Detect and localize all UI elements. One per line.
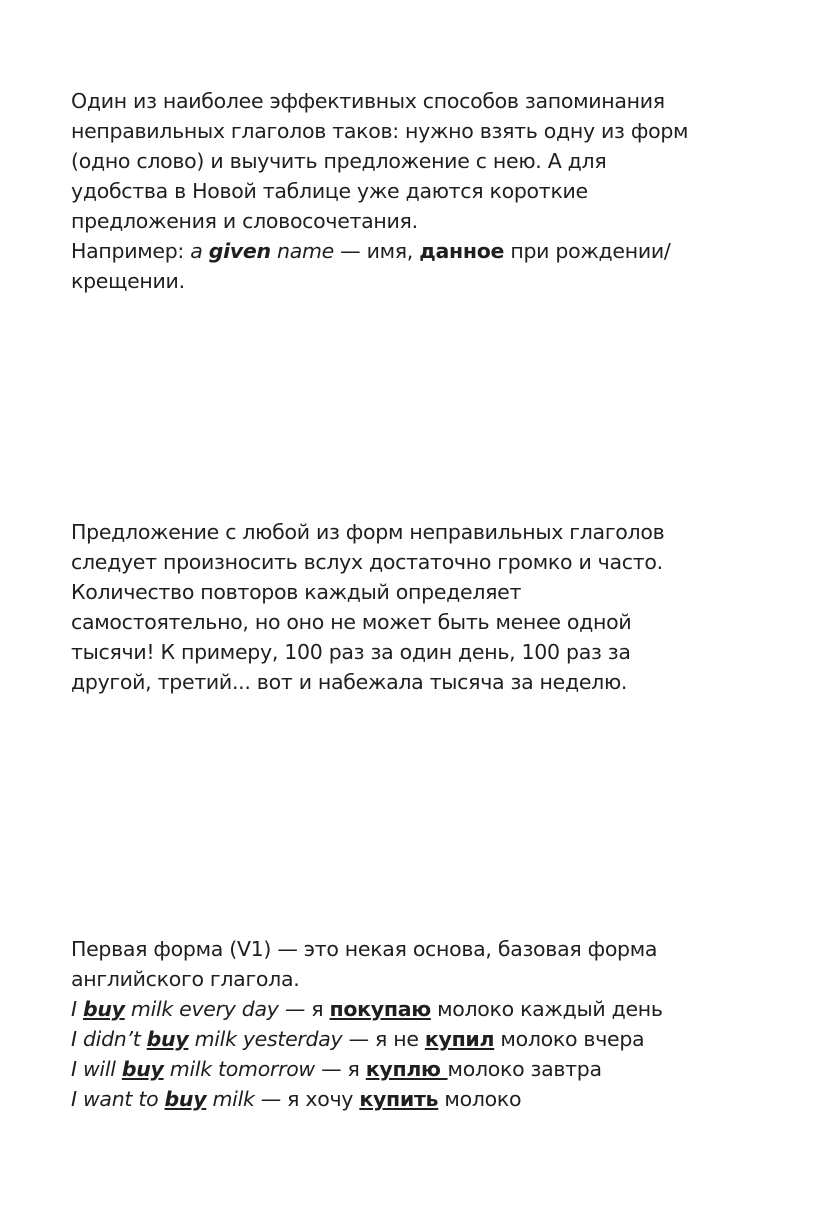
translation-dash: — я [278, 997, 330, 1021]
text-line: Первая форма (V1) — это некая основа, базовая форма [71, 937, 658, 961]
russian-phrase-end: молоко [438, 1087, 522, 1111]
translation-dash: — я хочу [254, 1087, 360, 1111]
english-verb-highlight: buy [121, 1057, 164, 1081]
english-phrase-end: milk [206, 1087, 255, 1111]
translation-dash: — я не [342, 1027, 425, 1051]
example-rest: при рождении/ [504, 239, 671, 263]
english-phrase-start: I [71, 997, 83, 1021]
text-line: предложения и словосочетания. [71, 209, 418, 233]
english-verb-highlight: buy [146, 1027, 189, 1051]
text-line: следует произносить вслух достаточно громко и часто. [71, 550, 663, 574]
russian-phrase-end: молоко вчера [494, 1027, 645, 1051]
example-highlight-given: given [208, 239, 271, 263]
english-phrase-start: I didn’t [71, 1027, 147, 1051]
example-sentence [71, 1084, 771, 1114]
text-line: неправильных глаголов таков: нужно взять одну из форм [71, 119, 689, 143]
russian-verb-highlight: купить [359, 1087, 439, 1111]
russian-verb-highlight: купил [424, 1027, 495, 1051]
example-sentence [71, 1024, 771, 1054]
example-noun: name [270, 239, 334, 263]
text-line: крещении. [71, 269, 185, 293]
text-line: Количество повторов каждый определяет [71, 580, 522, 604]
russian-verb-highlight: куплю [365, 1057, 448, 1081]
example-prefix: Например: [71, 239, 191, 263]
example-dash: — имя, [333, 239, 420, 263]
english-phrase-start: I want to [71, 1087, 165, 1111]
text-line: удобства в Новой таблице уже даются короткие [71, 179, 588, 203]
text-line: тысячи! К примеру, 100 раз за один день, 100 раз за [71, 640, 631, 664]
example-line [71, 236, 771, 266]
english-phrase-end: milk tomorrow [163, 1057, 315, 1081]
example-highlight-dannoe: данное [419, 239, 505, 263]
paragraph-first-form-examples [71, 934, 771, 1114]
translation-dash: — я [314, 1057, 366, 1081]
text-line: другой, третий... вот и набежала тысяча за неделю. [71, 670, 628, 694]
paragraph-memorization-method [71, 86, 771, 296]
russian-phrase-end: молоко завтра [447, 1057, 602, 1081]
text-line: Предложение с любой из форм неправильных глаголов [71, 520, 665, 544]
english-verb-highlight: buy [82, 997, 125, 1021]
english-phrase-end: milk yesterday [188, 1027, 343, 1051]
example-sentence [71, 994, 771, 1024]
paragraph-repetition-advice [71, 517, 771, 697]
example-article: a [190, 239, 209, 263]
english-phrase-start: I will [71, 1057, 122, 1081]
text-line: (одно слово) и выучить предложение с нею. А для [71, 149, 607, 173]
english-verb-highlight: buy [164, 1087, 207, 1111]
text-line: английского глагола. [71, 967, 300, 991]
text-line: самостоятельно, но оно не может быть менее одной [71, 610, 632, 634]
example-sentence [71, 1054, 771, 1084]
english-phrase-end: milk every day [124, 997, 279, 1021]
text-line: Один из наиболее эффективных способов запоминания [71, 89, 665, 113]
russian-phrase-end: молоко каждый день [430, 997, 663, 1021]
russian-verb-highlight: покупаю [329, 997, 431, 1021]
